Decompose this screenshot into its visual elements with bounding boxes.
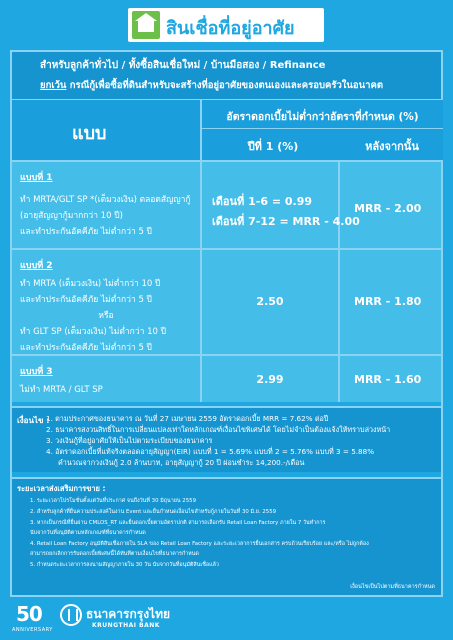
promo-item: 3. หากเป็นกรณีที่ยื่นผ่าน CMLOS_RT และยื่นดอกเบี้ยตามอัตราปกติ สามารถเลือกรับ Retail Loan Factory ภายใน 7 วันทำการ xyxy=(30,520,326,526)
plan-name: แบบที่ 1 xyxy=(20,173,53,183)
plan-condition: ทำ GLT SP (เต็มวงเงิน) ไม่ต่ำกว่า 10 ปี xyxy=(20,327,166,337)
krungthai-logo-icon xyxy=(60,604,82,626)
year1-rate: 2.50 xyxy=(256,295,284,308)
promo-box xyxy=(12,477,441,595)
plan-condition: ทำ MRTA (เต็มวงเงิน) ไม่ต่ำกว่า 10 ปี xyxy=(20,279,161,289)
year1-rate: เดือนที่ 7-12 = MRR - 4.00 xyxy=(212,215,360,228)
plan-condition: หรือ xyxy=(98,311,114,321)
plan-header xyxy=(12,100,200,160)
promo-item: สามารถยกเลิกการรับดอกเบี้ยพิเศษนี้ได้ทันทีตามเงื่อนไขที่ธนาคารกำหนด xyxy=(30,551,199,557)
year1-rate: 2.99 xyxy=(256,373,284,386)
after-rate: MRR - 1.60 xyxy=(354,373,422,386)
condition-item: 3. วงเงินกู้ที่อยู่อาศัยให้เป็นไปตามระเบียบของธนาคาร xyxy=(46,436,213,445)
conditions-box xyxy=(12,406,441,472)
title-box xyxy=(128,8,324,42)
promo-item: 2. สำหรับลูกค้าที่ยื่นความประสงค์ในงาน Event และยื่นกำหนดเงื่อนไขสำหรับกู้ภายในวันที่ 30 มิ.ย. 2559 xyxy=(30,509,277,515)
condition-item: 2. ธนาคารสงวนสิทธิ์ในการเปลี่ยนแปลงเท่าใดหลักเกณฑ์เงื่อนไขพิเศษได้ โดยไม่จำเป็นต้องแจ้งให้ทราบล่วงหน้า xyxy=(46,425,391,434)
eligibility-line2 xyxy=(40,78,383,93)
eligibility-line1: สำหรับลูกค้าทั่วไป / ทั้งซื้อสินเชื่อใหม่ / บ้านมือสอง / Refinance xyxy=(40,60,326,71)
plan-condition: ไม่ทำ MRTA / GLT SP xyxy=(20,385,103,395)
anniversary-logo: 50 xyxy=(16,602,42,626)
promo-item: 4. Retail Loan Factory อนุมัติสินเชื่อภายใน SLA ของ Retail Loan Factory และระยะเวลาการยื่นเอกสาร ครบถ้วนเรียบร้อย และ/หรือ ไม่ถูกต้อง xyxy=(30,541,369,547)
footer-brand xyxy=(0,600,453,640)
bank-name-thai: ธนาคารกรุงไทย xyxy=(86,607,171,621)
promo-footnote: เงื่อนไขเป็นไปตามที่ธนาคารกำหนด xyxy=(350,584,435,590)
exception-label: ยกเว้น xyxy=(40,80,67,91)
year1-rate: เดือนที่ 1-6 = 0.99 xyxy=(212,195,312,208)
table-row xyxy=(12,354,441,402)
table-row xyxy=(12,248,441,354)
promo-label: ระยะเวลาส่งเสริมการขาย : xyxy=(17,484,106,493)
eligibility-banner xyxy=(12,52,441,101)
promo-item: นับจากวันที่อนุมัติตามหลักเกณฑ์ที่ธนาคารกำหนด xyxy=(30,530,146,536)
bank-name-english: KRUNGTHAI BANK xyxy=(92,622,160,629)
house-icon xyxy=(132,11,160,39)
plan-name: แบบที่ 3 xyxy=(20,367,53,377)
conditions-label: เงื่อนไข : xyxy=(17,416,50,425)
promo-item: 1. ระยะเวลาโปรโมชั่นตั้งแต่วันที่ประกาศ จนถึงวันที่ 30 มิถุนายน 2559 xyxy=(30,498,197,504)
plan-condition: ทำ MRTA/GLT SP *(เต็มวงเงิน) ตลอดสัญญากู้ xyxy=(20,195,191,205)
table-row xyxy=(12,160,441,248)
promo-item: 5. กำหนดระยะเวลาการลงนามสัญญาภายใน 30 วัน นับจากวันที่อนุมัติสินเชื่อแล้ว xyxy=(30,562,219,568)
after-rate: MRR - 2.00 xyxy=(354,202,422,215)
anniversary-caption: ANNIVERSARY xyxy=(12,627,53,633)
rate-header xyxy=(200,100,443,160)
exception-text: กรณีกู้เพื่อซื้อที่ดินสำหรับจะสร้างที่อยู่อาศัยของตนเองและครอบครัวในอนาคต xyxy=(66,80,383,91)
plan-condition: และทำประกันอัคคีภัย ไม่ต่ำกว่า 5 ปี xyxy=(20,227,152,237)
plan-name: แบบที่ 2 xyxy=(20,261,53,271)
condition-item: 1. ตามประกาศของธนาคาร ณ วันที่ 27 เมษายน 2559 อัตราดอกเบี้ย MRR = 7.62% ต่อปี xyxy=(46,414,329,423)
plan-condition: และทำประกันอัคคีภัย ไม่ต่ำกว่า 5 ปี xyxy=(20,343,152,353)
plan-condition: และทำประกันอัคคีภัย ไม่ต่ำกว่า 5 ปี xyxy=(20,295,152,305)
plan-condition: (อายุสัญญากู้มากกว่า 10 ปี) xyxy=(20,211,123,221)
condition-item: 4. อัตราดอกเบี้ยที่แท้จริงตลอดอายุสัญญา(EIR) แบบที่ 1 = 5.69% แบบที่ 2 = 5.76% แบบที่ 3 = 5.88% xyxy=(46,447,375,456)
after-header: หลังจากนั้น xyxy=(365,140,419,153)
condition-item: คำนวณจากวงเงินกู้ 2.0 ล้านบาท, อายุสัญญากู้ 20 ปี ผ่อนชำระ 14,200.-/เดือน xyxy=(58,458,305,467)
rate-header-label: อัตราดอกเบี้ยไม่ต่ำกว่าอัตราที่กำหนด (%) xyxy=(226,111,419,123)
after-rate: MRR - 1.80 xyxy=(354,295,422,308)
year1-header: ปีที่ 1 (%) xyxy=(247,140,299,153)
plan-header-label: แบบ xyxy=(72,123,107,144)
page-title: สินเชื่อที่อยู่อาศัย xyxy=(166,18,295,39)
